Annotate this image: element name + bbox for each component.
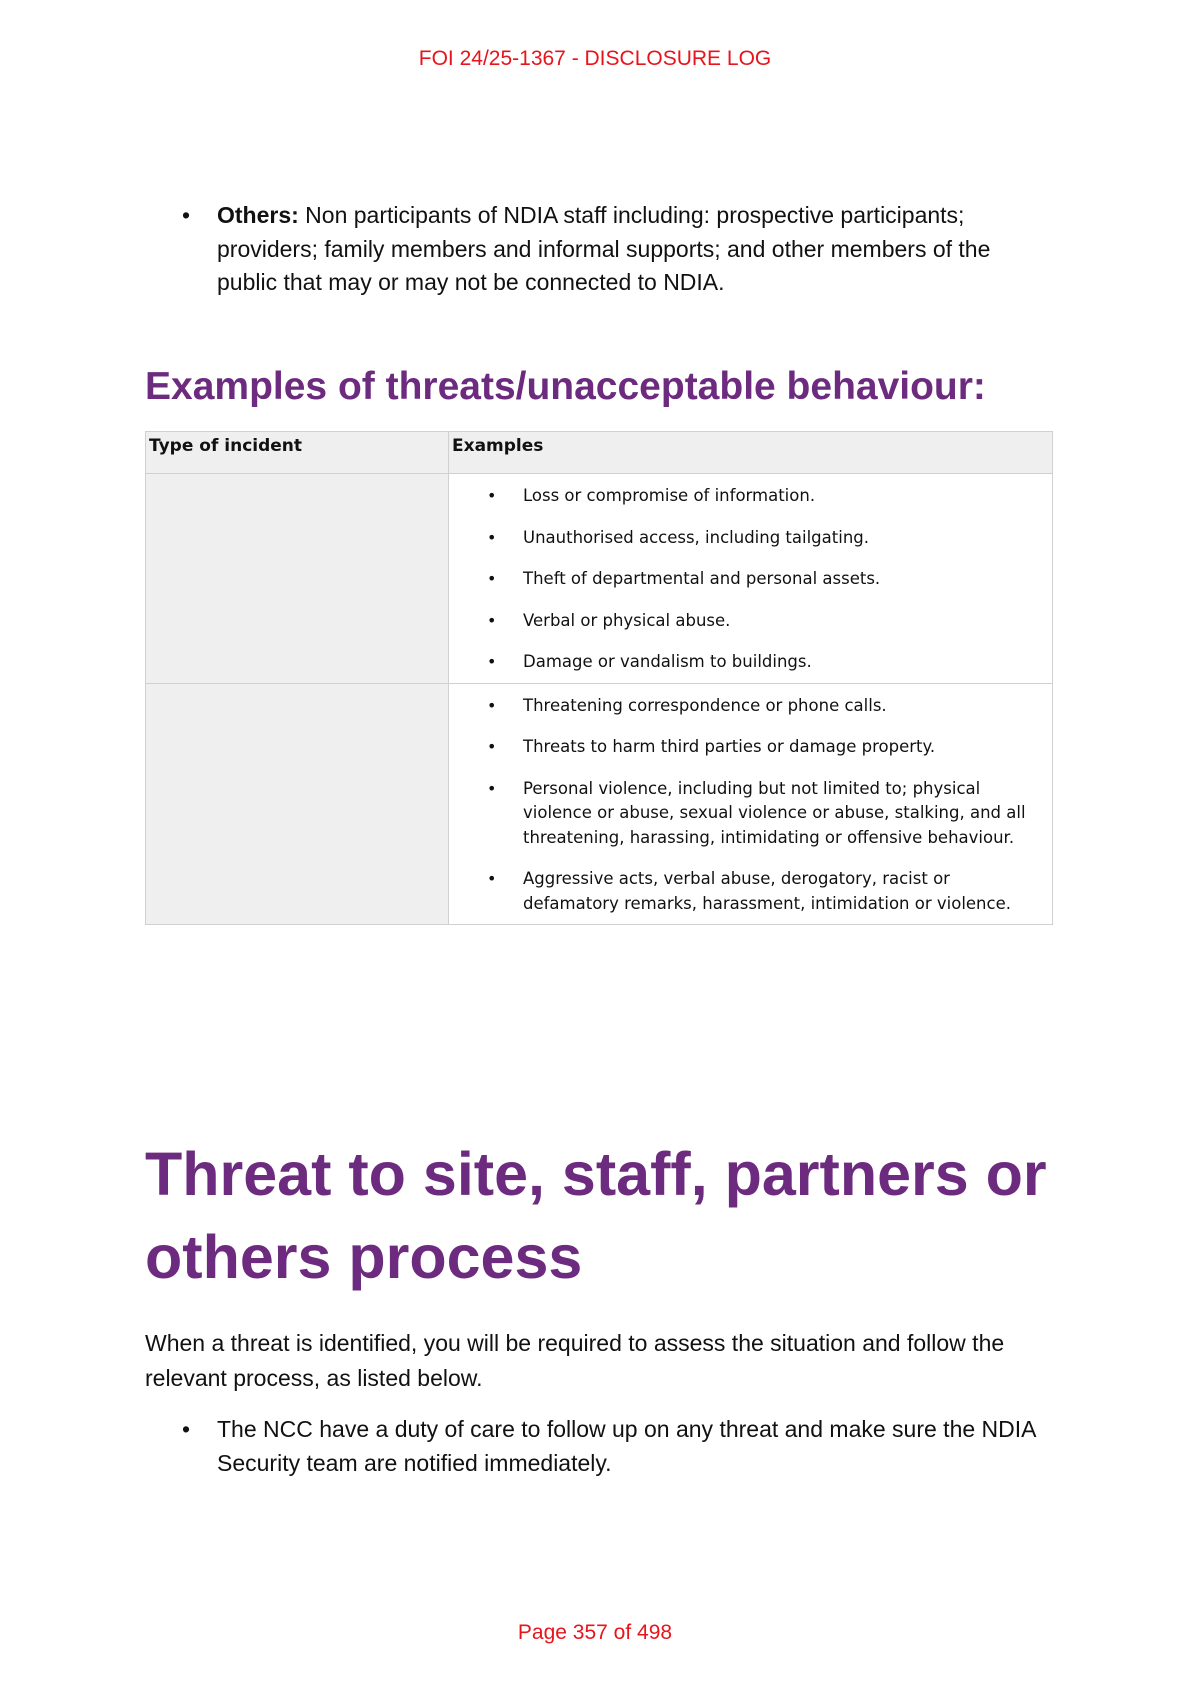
example-text: Loss or compromise of information.	[523, 486, 816, 505]
list-item	[449, 484, 1044, 509]
examples-cell	[449, 474, 1053, 684]
table-row	[146, 474, 1053, 684]
duty-of-care-bullet-item	[182, 1413, 1052, 1480]
list-item	[449, 735, 1044, 760]
examples-section-heading: Examples of threats/unacceptable behaviour:	[145, 365, 986, 408]
bullet-dot: •	[487, 527, 497, 547]
others-description: Non participants of NDIA staff including: prospective participants; providers; family members and informal supports; and other members of the public that may or may not be connected to NDIA.	[217, 202, 991, 295]
table-row	[146, 683, 1053, 925]
list-item	[449, 777, 1044, 851]
others-label: Others:	[217, 202, 299, 228]
bullet-dot: •	[487, 569, 497, 588]
example-text: Theft of departmental and personal assets.	[523, 569, 881, 588]
example-text: Verbal or physical abuse.	[523, 610, 731, 630]
example-text: Threatening correspondence or phone calls.	[523, 695, 887, 715]
examples-header: Examples	[449, 432, 1053, 474]
bullet-dot: •	[487, 652, 497, 671]
bullet-dot: •	[182, 202, 191, 228]
list-item	[449, 694, 1044, 719]
example-text: Aggressive acts, verbal abuse, derogatory, racist or defamatory remarks, harassment, intimidation or violence.	[523, 869, 1011, 913]
duty-of-care-text: The NCC have a duty of care to follow up on any threat and make sure the NDIA Security team are notified immediately.	[217, 1416, 1036, 1476]
list-item	[449, 867, 1044, 916]
table-header-row	[146, 432, 1053, 474]
list-item	[449, 567, 1044, 592]
bullet-dot: •	[182, 1416, 191, 1442]
bullet-dot: •	[487, 778, 497, 798]
process-title: Threat to site, staff, partners or others process	[145, 1140, 1047, 1291]
others-bullet-text	[217, 199, 1052, 300]
incident-type-cell	[146, 474, 449, 684]
type-of-incident-header: Type of incident	[146, 432, 449, 474]
examples-list	[449, 694, 1044, 917]
examples-cell	[449, 683, 1053, 925]
others-bullet-item	[182, 199, 1052, 300]
bullet-dot: •	[487, 695, 497, 715]
example-text: Damage or vandalism to buildings.	[523, 652, 812, 671]
bullet-dot: •	[487, 737, 497, 756]
disclosure-log-header: FOI 24/25-1367 - DISCLOSURE LOG	[418, 47, 772, 70]
bullet-dot: •	[487, 486, 497, 505]
intro-paragraph: When a threat is identified, you will be required to assess the situation and follow the relevant process, as listed below.	[145, 1330, 1005, 1391]
incident-type-cell	[146, 683, 449, 925]
page-number-footer: Page 357 of 498	[517, 1621, 673, 1644]
incident-examples-table	[145, 431, 1053, 925]
list-item	[449, 609, 1044, 634]
example-text: Personal violence, including but not limited to; physical violence or abuse, sexual violence or abuse, stalking, and all threatening, harassing, intimidating or offensive behaviour.	[523, 778, 1026, 847]
list-item	[449, 650, 1044, 675]
list-item	[449, 526, 1044, 551]
examples-list	[449, 484, 1044, 675]
example-text: Unauthorised access, including tailgating.	[523, 527, 870, 547]
bullet-dot: •	[487, 610, 497, 630]
example-text: Threats to harm third parties or damage property.	[523, 737, 936, 756]
bullet-dot: •	[487, 869, 497, 888]
